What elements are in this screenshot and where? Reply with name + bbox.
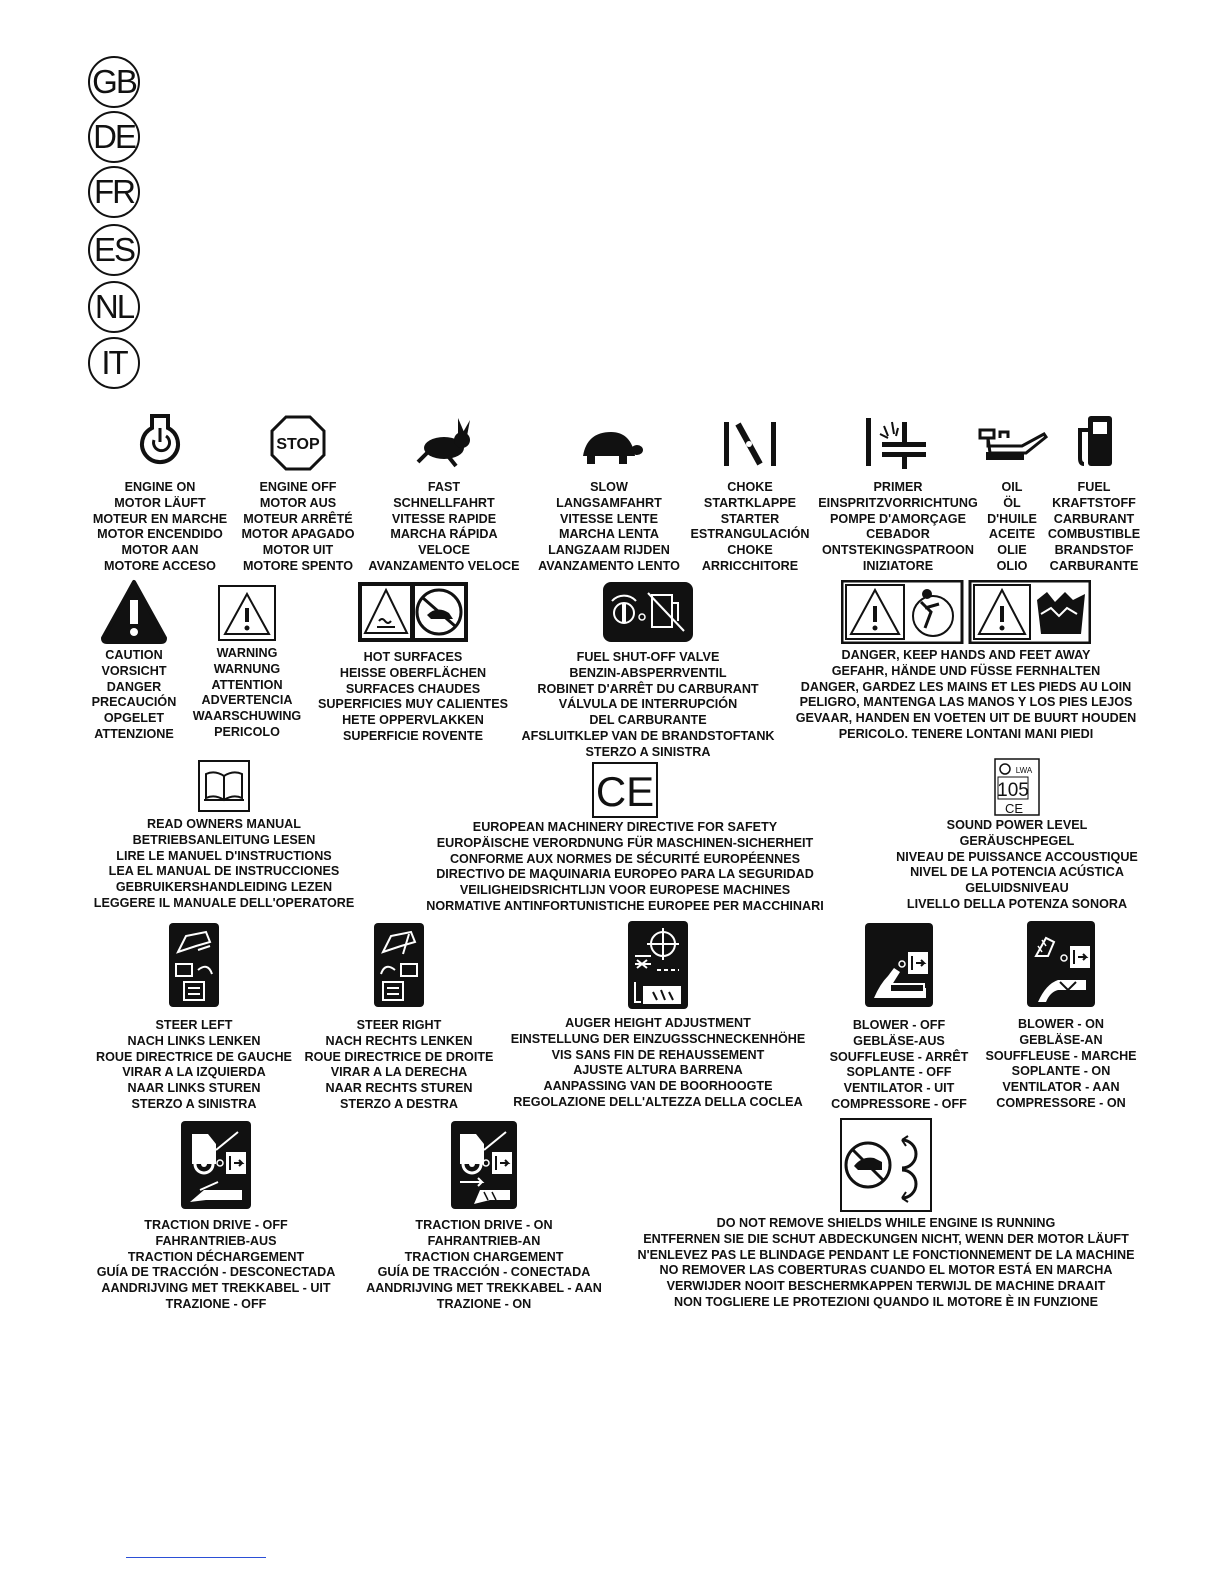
caption-hot-surfaces: HOT SURFACES HEISSE OBERFLÄCHEN SURFACES CHAUDES SUPERFICIES MUY CALIENTES HETE OPPERVLAKKEN SUPERFICIE ROVENTE: [317, 650, 509, 743]
caption-blower-off: BLOWER - OFF GEBLÄSE-AUS SOUFFLEUSE - ARRÊT SOPLANTE - OFF VENTILATOR - UIT COMPRESSORE - OFF: [829, 1018, 969, 1111]
caption-fuel-shutoff: FUEL SHUT-OFF VALVE BENZIN-ABSPERRVENTIL ROBINET D'ARRÊT DU CARBURANT VÁLVULA DE INTERRUPCIÓN DEL CARBURANTE AFSLUITKLEP VAN DE BRANDSTOFTANK STERZO A SINISTRA: [521, 650, 775, 759]
caption-blower-on: BLOWER - ON GEBLÄSE-AN SOUFFLEUSE - MARCHE SOPLANTE - ON VENTILATOR - AAN COMPRESSORE - ON: [985, 1017, 1137, 1110]
caption-warning: WARNING WARNUNG ATTENTION ADVERTENCIA WAARSCHUWING PERICOLO: [192, 646, 302, 739]
caption-ce: EUROPEAN MACHINERY DIRECTIVE FOR SAFETY EUROPÄISCHE VERORDNUNG FÜR MASCHINEN-SICHERHEIT CONFORME AUX NORMES DE SÉCURITÉ EUROPÉENNES DIRECTIVO DE MAQUINARIA EUROPEO PARA LA SEGURIDAD VEILIGHEIDSRICHTLIJN VOOR EUROPESE MACHINES NORMATIVE ANTINFORTUNISTICHE EUROPEE PER MACCHINARI: [426, 820, 824, 913]
caption-primer: PRIMER EINSPRITZVORRICHTUNG POMPE D'AMORÇAGE CEBADOR ONTSTEKINGSPATROON INIZIATORE: [818, 480, 978, 573]
sound-level-icon: [994, 758, 1040, 816]
symbol-sound: [886, 758, 1148, 913]
symbol-fuel: [1044, 410, 1144, 575]
shields-icon: [840, 1118, 932, 1212]
caption-danger-hands: DANGER, KEEP HANDS AND FEET AWAY GEFAHR, HÄNDE UND FÜSSE FERNHALTEN DANGER, GARDEZ LES MAINS ET LES PIEDS AU LOIN PELIGRO, MANTENGA LAS MANOS Y LOS PIES LEJOS GEVAAR, HANDEN EN VOETEN UIT DE BUURT HOUDEN PERICOLO. TENERE LONTANI MANI PIEDI: [795, 648, 1137, 741]
fuel-shutoff-icon: [602, 581, 694, 643]
rabbit-icon: [412, 410, 476, 474]
lang-es-icon: ES: [88, 224, 140, 276]
stop-sign-icon: [268, 410, 328, 474]
hot-surfaces-icon: [357, 581, 469, 643]
oil-can-icon: [974, 410, 1050, 474]
symbol-choke: [686, 410, 814, 575]
engine-on-icon: [130, 410, 190, 474]
choke-icon: [718, 410, 782, 474]
lang-de-icon: DE: [88, 111, 140, 163]
warning-icon: [217, 584, 277, 642]
symbol-slow: [528, 410, 690, 575]
caption-shields: DO NOT REMOVE SHIELDS WHILE ENGINE IS RUNNING ENTFERNEN SIE DIE SCHUT ABDECKUNGEN NICHT, WENN DER MOTOR LÄUFT N'ENLEVEZ PAS LE BLINDAGE PENDANT LE FONCTIONNEMENT DE LA MACHINE NO REMOVER LAS COBERTURAS CUANDO EL MOTOR ESTÁ EN MARCHA VERWIJDER NOOIT BESCHERMKAPPEN TERWIJL DE MACHINE DRAAIT NON TOGLIERE LE PROTEZIONI QUANDO IL MOTORE È IN FUNZIONE: [637, 1216, 1135, 1309]
lang-fr-icon: FR: [88, 166, 140, 218]
symbol-read-manual: [84, 760, 364, 912]
symbol-traction-off: [84, 1120, 348, 1313]
caption-auger: AUGER HEIGHT ADJUSTMENT EINSTELLUNG DER EINZUGSSCHNECKENHÖHE VIS SANS FIN DE REHAUSSEMENT AJUSTE ALTURA BARRENA AANPASSING VAN DE BOORHOOGTE REGOLAZIONE DELL'ALTEZZA DELLA COCLEA: [510, 1016, 806, 1109]
symbol-steer-left: [90, 922, 298, 1113]
caption-caution: CAUTION VORSICHT DANGER PRECAUCIÓN OPGELET ATTENZIONE: [91, 648, 177, 741]
caption-traction-on: TRACTION DRIVE - ON FAHRANTRIEB-AN TRACTION CHARGEMENT GUÍA DE TRACCIÓN - CONECTADA AANDRIJVING MET TREKKABEL - AAN TRAZIONE - ON: [366, 1218, 602, 1311]
symbol-hot-surfaces: [312, 581, 514, 745]
traction-on-icon: [450, 1120, 518, 1210]
blower-off-icon: [864, 922, 934, 1008]
symbol-fuel-shutoff: [510, 581, 786, 761]
fuel-pump-icon: [1064, 410, 1124, 474]
symbol-shields: [624, 1118, 1148, 1311]
caption-fuel: FUEL KRAFTSTOFF CARBURANT COMBUSTIBLE BRANDSTOF CARBURANTE: [1047, 480, 1141, 573]
footer-rule: [126, 1557, 266, 1558]
svg-text:CE: CE: [595, 768, 655, 815]
caption-choke: CHOKE STARTKLAPPE STARTER ESTRANGULACIÓN CHOKE ARRICCHITORE: [690, 480, 810, 573]
symbol-warning: [188, 584, 306, 741]
caption-read-manual: READ OWNERS MANUAL BETRIEBSANLEITUNG LESEN LIRE LE MANUEL D'INSTRUCTIONS LEA EL MANUAL DE INSTRUCCIONES GEBRUIKERSHANDLEIDING LEZEN LEGGERE IL MANUALE DELL'OPERATORE: [93, 817, 355, 910]
symbol-blower-off: [820, 922, 978, 1113]
svg-text:STOP: STOP: [276, 436, 320, 453]
svg-text:CE: CE: [1004, 801, 1024, 816]
lang-gb-icon: GB: [88, 56, 140, 108]
lang-it-icon: IT: [88, 337, 140, 389]
svg-text:LWA: LWA: [1015, 766, 1033, 775]
svg-text:105: 105: [997, 780, 1029, 801]
symbol-auger: [500, 920, 816, 1111]
primer-icon: [862, 410, 934, 474]
steer-right-icon: [373, 922, 425, 1008]
caption-oil: OIL ÖL D'HUILE ACEITE OLIE OLIO: [987, 480, 1037, 573]
caption-fast: FAST SCHNELLFAHRT VITESSE RAPIDE MARCHA RÁPIDA VELOCE AVANZAMENTO VELOCE: [368, 480, 520, 573]
caption-engine-off: ENGINE OFF MOTOR AUS MOTEUR ARRÊTÉ MOTOR APAGADO MOTOR UIT MOTORE SPENTO: [241, 480, 355, 573]
caption-sound: SOUND POWER LEVEL GERÄUSCHPEGEL NIVEAU DE PUISSANCE ACCOUSTIQUE NIVEL DE LA POTENCIA ACÚSTICA GELUIDSNIVEAU LIVELLO DELLA POTENZA SONORA: [896, 818, 1138, 911]
turtle-icon: [573, 410, 645, 474]
ce-mark-icon: [592, 762, 658, 818]
auger-height-icon: [627, 920, 689, 1010]
symbol-steer-right: [298, 922, 500, 1113]
symbol-fast: [362, 410, 526, 575]
symbol-engine-on: [85, 410, 235, 575]
danger-hands-feet-icon: [841, 580, 1091, 644]
blower-on-icon: [1026, 920, 1096, 1008]
symbol-engine-off: [233, 410, 363, 575]
symbol-traction-on: [356, 1120, 612, 1313]
caption-slow: SLOW LANGSAMFAHRT VITESSE LENTE MARCHA LENTA LANGZAAM RIJDEN AVANZAMENTO LENTO: [538, 480, 680, 573]
symbol-ce: [410, 762, 840, 915]
symbol-oil: [972, 410, 1052, 575]
traction-off-icon: [180, 1120, 252, 1210]
caption-steer-left: STEER LEFT NACH LINKS LENKEN ROUE DIRECTRICE DE GAUCHE VIRAR A LA IZQUIERDA NAAR LINKS STUREN STERZO A SINISTRA: [96, 1018, 292, 1111]
caution-icon: [99, 578, 169, 644]
symbol-danger-hands: [784, 580, 1148, 743]
symbol-caution: [83, 578, 185, 743]
caption-engine-on: ENGINE ON MOTOR LÄUFT MOTEUR EN MARCHE MOTOR ENCENDIDO MOTOR AAN MOTORE ACCESO: [92, 480, 228, 573]
caption-steer-right: STEER RIGHT NACH RECHTS LENKEN ROUE DIRECTRICE DE DROITE VIRAR A LA DERECHA NAAR RECHTS STUREN STERZO A DESTRA: [304, 1018, 494, 1111]
symbol-primer: [813, 410, 983, 575]
symbol-blower-on: [978, 920, 1144, 1112]
lang-nl-icon: NL: [88, 281, 140, 333]
caption-traction-off: TRACTION DRIVE - OFF FAHRANTRIEB-AUS TRACTION DÉCHARGEMENT GUÍA DE TRACCIÓN - DESCONECTADA AANDRIJVING MET TREKKABEL - UIT TRAZIONE - OFF: [96, 1218, 336, 1311]
steer-left-icon: [168, 922, 220, 1008]
book-icon: [198, 760, 250, 812]
